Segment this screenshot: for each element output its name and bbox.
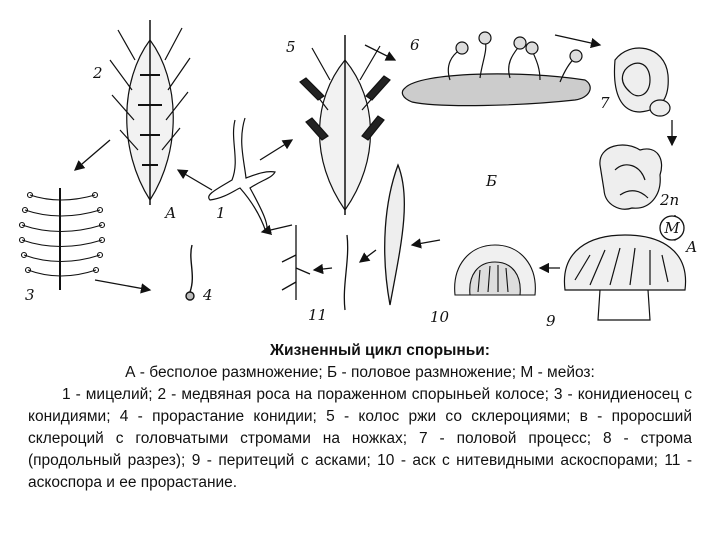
label-11: 11: [308, 306, 328, 324]
meiosis-marker: [660, 216, 684, 240]
label-2n: 2n: [660, 191, 680, 209]
germinating-conidium-drawing: [186, 245, 194, 300]
figure-caption: [28, 340, 692, 494]
ascus-drawing: [455, 245, 536, 295]
stroma-section-drawing: [600, 145, 662, 209]
label-A-right: А: [686, 238, 698, 256]
germinated-sclerotium-drawing: [402, 32, 590, 106]
label-3: 3: [25, 286, 35, 304]
ear-with-honeydew-drawing: [110, 20, 190, 205]
label-A-left: А: [165, 204, 177, 222]
caption-legend: 1 - мицелий; 2 - медвяная роса на пораженном спорыньей колосе; 3 - конидиеносец с конидиями; 4 - прорастание конидии; 5 - колос ржи со склероциями; в - проросший склероций с головчатыми стромами на ножках; 7 - половой процесс; 8 - строма (продольный разрез); 9 - перитеций с асками; 10 - аск с нитевидными аскоспорами; 11 - аскоспора и ее прорастание.: [28, 386, 692, 491]
caption-title: Жизненный цикл спорыньи:: [270, 342, 490, 359]
label-2: 2: [93, 64, 103, 82]
label-1: 1: [216, 204, 226, 222]
label-B: Б: [486, 172, 498, 190]
label-6: 6: [410, 36, 420, 54]
label-10: 10: [430, 308, 450, 326]
sexual-process-drawing: [614, 48, 670, 116]
label-5: 5: [286, 38, 296, 56]
perithecium-drawing: [564, 235, 685, 320]
rye-ear-with-sclerotia-drawing: [300, 35, 390, 215]
conidiophore-drawing: [20, 188, 105, 290]
meiosis-label: М: [664, 219, 680, 237]
label-9: 9: [546, 312, 556, 330]
label-7: 7: [600, 94, 610, 112]
caption-key-line: А - бесполое размножение; Б - половое размножение; М - мейоз:: [125, 364, 595, 381]
label-4: 4: [203, 286, 213, 304]
